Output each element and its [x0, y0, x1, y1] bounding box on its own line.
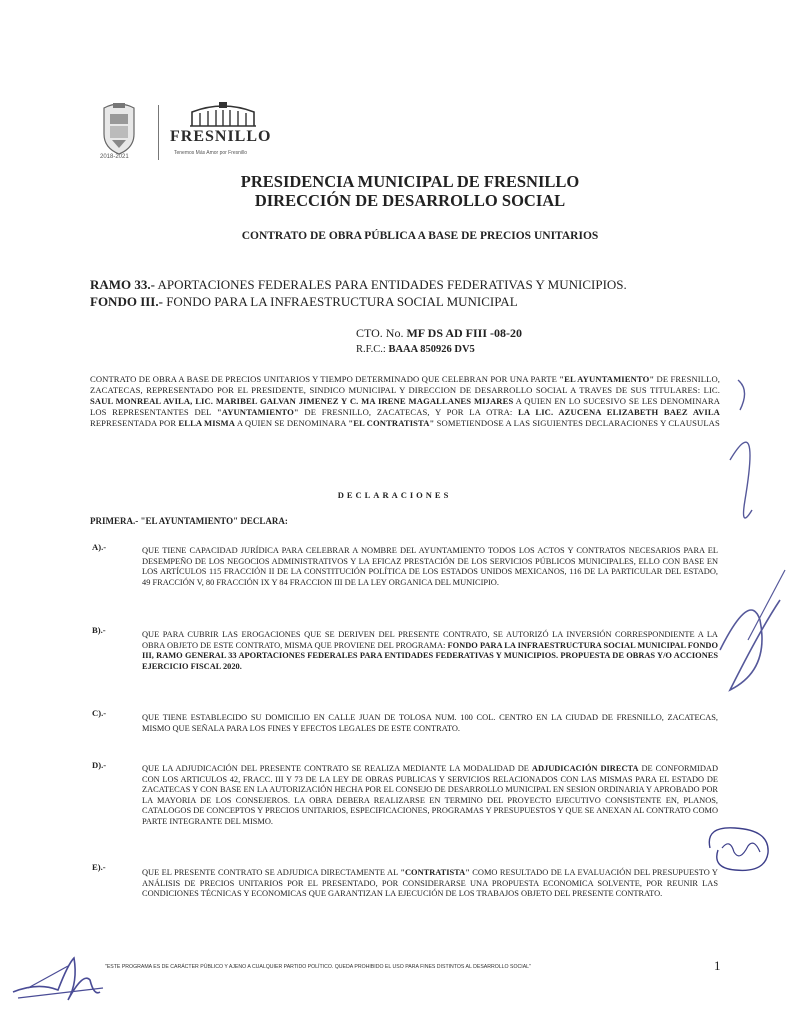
intro-bold-5: ELLA MISMA: [178, 418, 236, 428]
bottom-signature-icon: [8, 952, 108, 1012]
item-d-bold: ADJUDICACIÓN DIRECTA: [531, 764, 639, 773]
intro-bold-3: "AYUNTAMIENTO": [216, 407, 299, 417]
initials-signature-icon: [700, 818, 780, 878]
item-e-body-1: QUE EL PRESENTE CONTRATO SE ADJUDICA DIRECTAMENTE AL: [142, 868, 401, 877]
cto-label: CTO. No.: [356, 326, 407, 340]
fresnillo-wordmark: FRESNILLO: [170, 128, 272, 145]
fresnillo-building-icon: [188, 100, 258, 128]
intro-bold-4: LA LIC. AZUCENA ELIZABETH BAEZ AVILA: [518, 407, 720, 417]
item-a-label: A).-: [92, 542, 107, 552]
cto-value: MF DS AD FIII -08-20: [406, 326, 523, 340]
intro-text-7: SOMETIENDOSE A LAS SIGUIENTES DECLARACIONES Y CLAUSULAS: [434, 418, 720, 428]
intro-bold-6: "EL CONTRATISTA": [348, 418, 435, 428]
item-a-text: QUE TIENE CAPACIDAD JURÍDICA PARA CELEBRAR A NOMBRE DEL AYUNTAMIENTO TODOS LOS ACTOS Y CONTRATOS NECESARIOS PARA EL DESEMPEÑO DE LOS NEGOCIOS ADMINISTRATIVOS Y LA EFICAZ PRESTACIÓN DE LOS SERVICIOS PÚBLICOS MUNICIPALES, ELLO CON BASE EN LOS ARTÍCULOS 115 FRACCIÓN II DE LA CONSTITUCIÓN POLÍTICA DE LOS ESTADOS UNIDOS MEXICANOS, 116 DE LA PARTICULAR DEL ESTADO, 49 FRACCIÓN V, 80 FRACCIÓN IX Y 84 FRACCION III DE LA LEY ORGANICA DEL MUNICIPIO.: [142, 546, 718, 587]
intro-text-5: REPRESENTADA POR: [90, 418, 179, 428]
item-d-body-1: QUE LA ADJUDICACIÓN DEL PRESENTE CONTRATO SE REALIZA MEDIANTE LA MODALIDAD DE: [142, 764, 532, 773]
item-e-bold: "CONTRATISTA": [400, 868, 470, 877]
municipal-seal-icon: [98, 100, 140, 162]
item-c-label: C).-: [92, 708, 107, 718]
intro-bold-2: SAUL MONREAL AVILA, LIC. MARIBEL GALVAN JIMENEZ Y C. MA IRENE MAGALLANES MIJARES: [90, 396, 514, 406]
item-e-label: E).-: [92, 862, 106, 872]
item-d-label: D).-: [92, 760, 107, 770]
item-b-label: B).-: [92, 625, 106, 635]
fondo-line: [90, 293, 730, 310]
item-e-body-2: COMO RESULTADO DE LA EVALUACIÓN DEL PRESUPUESTO Y ANÁLISIS DE PRECIOS UNITARIOS POR EL PRESENTADO, POR CONSIDERARSE UNA PROPUESTA ECONOMICA SOLVENTE, POR REUNIR LAS CONDICIONES TÉCNICAS Y ECONOMICAS QUE GARANTIZAN LA EJECUCIÓN DE LOS TRABAJOS OBJETO DEL PRESENTE CONTRATO.: [142, 868, 718, 899]
fresnillo-tagline: Tenemos Más Amor por Fresnillo: [174, 150, 248, 156]
intro-text-4: DE FRESNILLO, ZACATECAS, Y POR LA OTRA:: [298, 407, 519, 417]
rfc-label: R.F.C.:: [356, 344, 389, 355]
intro-paragraph: [90, 374, 720, 429]
margin-signature-icon: [690, 370, 789, 710]
heading-presidencia: PRESIDENCIA MUNICIPAL DE FRESNILLO: [240, 172, 580, 191]
intro-text-1: CONTRATO DE OBRA A BASE DE PRECIOS UNITARIOS Y TIEMPO DETERMINADO QUE CELEBRAN POR UNA PARTE: [90, 374, 560, 384]
heading-direccion: DIRECCIÓN DE DESARROLLO SOCIAL: [254, 191, 566, 210]
contract-title: CONTRATO DE OBRA PÚBLICA A BASE DE PRECIOS UNITARIOS: [241, 230, 599, 242]
item-d-text: [142, 764, 718, 828]
intro-text-2: DE FRESNILLO, ZACATECAS, REPRESENTADO POR EL PRESIDENTE, SINDICO MUNICIPAL Y DIRECCION DE DESARROLLO SOCIAL A TRAVES DE SUS TITULARES: LIC.: [90, 374, 720, 395]
rfc-value: BAAA 850926 DV5: [388, 344, 475, 355]
seal-caption: 2018-2021: [100, 154, 129, 160]
page-number: 1: [714, 958, 721, 973]
rfc-line: [356, 342, 475, 357]
fresnillo-logo: [170, 100, 310, 166]
logo-divider: [158, 105, 159, 160]
item-c-text: QUE TIENE ESTABLECIDO SU DOMICILIO EN CALLE JUAN DE TOLOSA NUM. 100 COL. CENTRO EN LA CIUDAD DE FRESNILLO, ZACATECAS, MISMO QUE SEÑALA PARA LOS FINES Y EFECTOS LEGALES DE ESTE CONTRATO.: [142, 713, 718, 733]
intro-text-6: A QUIEN SE DENOMINARA: [235, 418, 349, 428]
cto-number: [356, 326, 522, 341]
fondo-text: FONDO PARA LA INFRAESTRUCTURA SOCIAL MUNICIPAL: [162, 294, 518, 309]
intro-bold-1: "EL AYUNTAMIENTO": [559, 374, 655, 384]
item-b-text: [142, 630, 718, 672]
header-logos: [98, 100, 298, 170]
declaraciones-title: DECLARACIONES: [337, 490, 452, 500]
item-d-body-2: DE CONFORMIDAD CON LOS ARTICULOS 42, FRACC. III Y 73 DE LA LEY DE OBRAS PUBLICAS Y SERVICIOS RELACIONADOS CON LAS MISMAS PARA EL ESTADO DE ZACATECAS Y CON BASE EN LA AUTORIZACIÓN HECHA POR EL CONSEJO DE DESARROLLO MUNICIPAL EN SESION ORDINARIA Y APROBADO POR LA MAYORIA DE LOS CONSEJEROS. LA OBRA DEBERA REALIZARSE EN TERMINO DEL PROYECTO EJECUTIVO CONSISTENTE EN, PLANOS, CATALOGOS DE CONCEPTOS Y PRECIOS UNITARIOS, ESPECIFICACIONES, PROGRAMAS Y PRESUPUESTOS Y QUE SE ANEXAN AL CONTRATO COMO PARTE INTEGRANTE DEL MISMO.: [142, 764, 718, 826]
item-b-body: QUE PARA CUBRIR LAS EROGACIONES QUE SE DERIVEN DEL PRESENTE CONTRATO, SE AUTORIZÓ LA INVERSIÓN CORRESPONDIENTE A LA OBRA OBJETO DE ESTE CONTRATO, MISMA QUE PROVIENE DEL PROGRAMA:: [142, 630, 718, 650]
item-e-text: [142, 868, 718, 900]
item-b-bold: FONDO PARA LA INFRAESTRUCTURA SOCIAL MUNICIPAL FONDO III, RAMO GENERAL 33 APORTACIONES FEDERALES PARA ENTIDADES FEDERATIVAS Y MUNICIPIOS. PROPUESTA DE OBRAS Y/O ACCIONES EJERCICIO FISCAL 2020.: [142, 640, 718, 671]
primera-heading: PRIMERA.- "EL AYUNTAMIENTO" DECLARA:: [90, 516, 288, 526]
ramo-text: APORTACIONES FEDERALES PARA ENTIDADES FEDERATIVAS Y MUNICIPIOS.: [155, 277, 627, 292]
ramo-label: RAMO 33.-: [90, 277, 155, 292]
ramo-line: [90, 276, 730, 293]
fondo-label: FONDO III.-: [90, 294, 163, 309]
footer-notice: "ESTE PROGRAMA ES DE CARÁCTER PÚBLICO Y AJENO A CUALQUIER PARTIDO POLÍTICO. QUEDA PROHIBIDO EL USO PARA FINES DISTINTOS AL DESARROLLO SOCIAL": [105, 964, 531, 970]
intro-text-3: A QUIEN EN LO SUCESIVO SE LES DENOMINARA LOS REPRESENTANTES DEL: [90, 396, 720, 417]
